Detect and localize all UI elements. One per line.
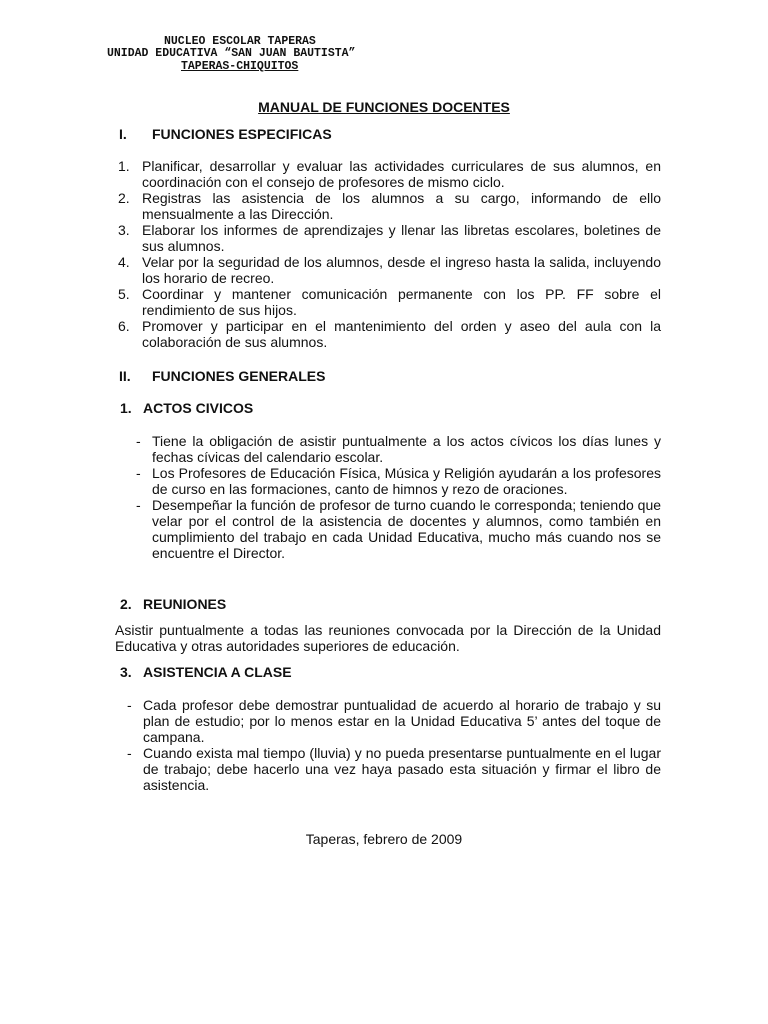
list-marker: 5. [118, 286, 130, 302]
header-school-name: UNIDAD EDUCATIVA “SAN JUAN BAUTISTA” [107, 47, 356, 60]
list-item-text: Cuando exista mal tiempo (lluvia) y no pueda presentarse puntualmente en el lugar de trabajo; debe hacerlo una vez haya pasado esta situación y firmar el libro de asistencia. [143, 745, 661, 793]
civic-act-item [128, 497, 661, 561]
function-item [118, 318, 661, 350]
header-school-network: NUCLEO ESCOLAR TAPERAS [164, 35, 316, 48]
civic-acts-list [120, 433, 661, 561]
function-item [118, 286, 661, 318]
function-item [118, 190, 661, 222]
section-number: II. [119, 368, 131, 384]
document-title-text: MANUAL DE FUNCIONES DOCENTES [258, 99, 510, 115]
list-marker: 1. [118, 158, 130, 174]
list-item-text: Tiene la obligación de asistir puntualmente a los actos cívicos los días lunes y fechas cívicas del calendario escolar. [152, 433, 661, 465]
subsection-label: REUNIONES [143, 596, 227, 612]
list-marker: 3. [118, 222, 130, 238]
list-marker: - [127, 745, 132, 761]
list-marker: 6. [118, 318, 130, 334]
subsection-label: ASISTENCIA A CLASE [143, 664, 292, 680]
subsection-label: ACTOS CIVICOS [143, 400, 254, 416]
list-item-text: Coordinar y mantener comunicación permanente con los PP. FF sobre el rendimiento de sus hijos. [142, 286, 661, 318]
list-item-text: Cada profesor debe demostrar puntualidad de acuerdo al horario de trabajo y su plan de estudio; por lo menos estar en la Unidad Educativa 5’ antes del toque de campana. [143, 697, 661, 745]
subsection-number: 3. [120, 664, 132, 680]
list-item-text: Desempeñar la función de profesor de turno cuando le corresponda; teniendo que velar por el control de la asistencia de docentes y alumnos, como también en cumplimiento del trabajo en cada Unidad Educativa, mucho más cuando nos se encuentre el Director. [152, 497, 662, 561]
list-marker: 2. [118, 190, 130, 206]
subsection-number: 2. [120, 596, 132, 612]
list-marker: 4. [118, 254, 130, 270]
list-item-text: Registras las asistencia de los alumnos a su cargo, informando de ello mensualmente a las Dirección. [142, 190, 661, 222]
section-label: FUNCIONES ESPECIFICAS [152, 126, 332, 142]
document-title [0, 99, 768, 115]
list-marker: - [136, 433, 141, 449]
class-attendance-list [111, 697, 661, 793]
list-marker: - [127, 697, 132, 713]
list-item-text: Los Profesores de Educación Física, Música y Religión ayudarán a los profesores de curso en las formaciones, canto de himnos y rezo de oraciones. [152, 465, 661, 497]
list-item-text: Elaborar los informes de aprendizajes y llenar las libretas escolares, boletines de sus alumnos. [142, 222, 661, 254]
civic-act-item [128, 433, 661, 465]
place-and-date: Taperas, febrero de 2009 [305, 831, 463, 847]
header-location: TAPERAS-CHIQUITOS [181, 60, 299, 73]
attendance-item [119, 697, 661, 745]
function-item [118, 222, 661, 254]
attendance-item [119, 745, 661, 793]
subsection-number: 1. [120, 400, 132, 416]
list-marker: - [136, 465, 141, 481]
function-item [118, 254, 661, 286]
list-item-text: Velar por la seguridad de los alumnos, desde el ingreso hasta la salida, incluyendo los horario de recreo. [142, 254, 661, 286]
list-item-text: Planificar, desarrollar y evaluar las actividades curriculares de sus alumnos, en coordinación con el consejo de profesores de mismo ciclo. [142, 158, 661, 190]
meetings-paragraph: Asistir puntualmente a todas las reuniones convocada por la Dirección de la Unidad Educativa y otras autoridades superiores de educación. [115, 622, 661, 654]
civic-act-item [128, 465, 661, 497]
list-marker: - [136, 497, 141, 513]
specific-functions-list [118, 158, 661, 350]
section-number: I. [119, 126, 127, 142]
function-item [118, 158, 661, 190]
list-item-text: Promover y participar en el mantenimiento del orden y aseo del aula con la colaboración de sus alumnos. [142, 318, 661, 350]
section-label: FUNCIONES GENERALES [152, 368, 326, 384]
